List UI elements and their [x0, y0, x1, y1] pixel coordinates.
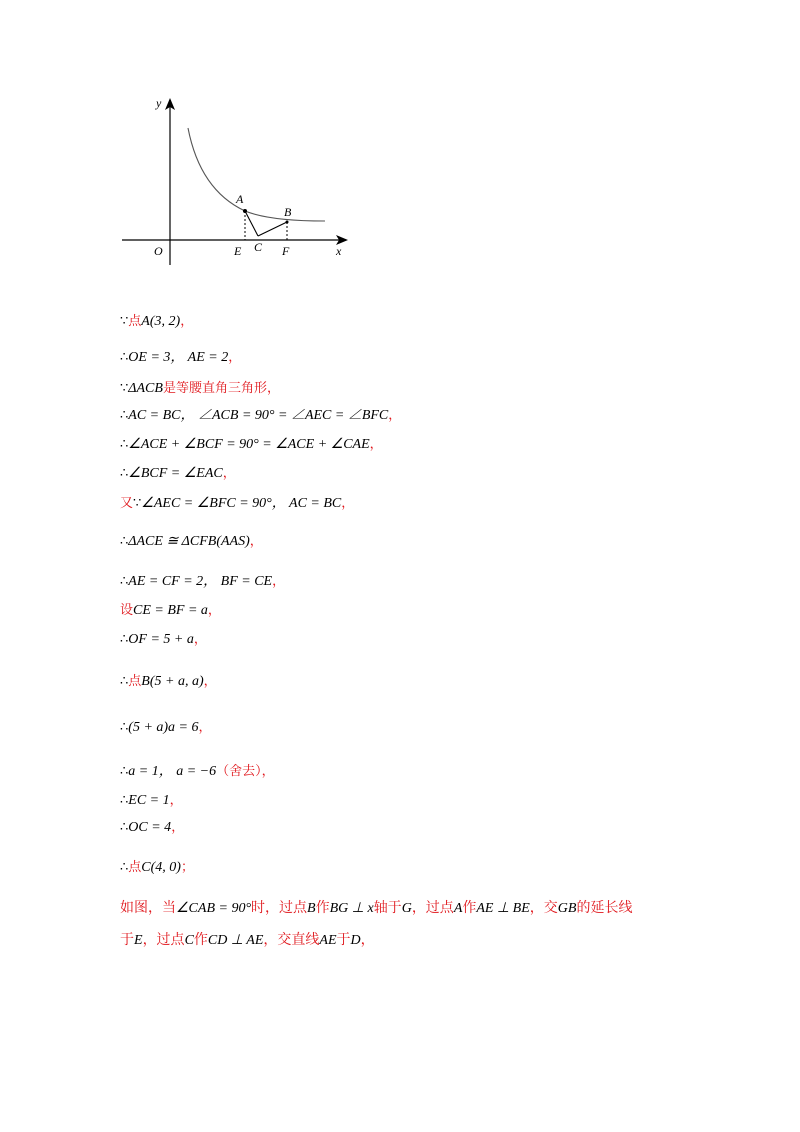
label-f: F: [282, 244, 290, 258]
line-pre: ∴: [120, 860, 129, 875]
label-b: B: [284, 205, 292, 219]
line-math: OF = 5 + a: [128, 632, 194, 647]
line-pre: ∴: [120, 408, 129, 423]
para-text: ，交: [529, 900, 558, 916]
line-pre: ∴: [120, 350, 129, 365]
paragraph-line-1: [120, 897, 632, 917]
label-a: A: [236, 192, 244, 206]
solution-line-16: [120, 816, 184, 836]
line-pre: ∴: [120, 820, 129, 835]
line-post: ，: [193, 632, 207, 647]
point-b: [286, 221, 289, 224]
para-math: G: [401, 901, 412, 916]
line-math: a = 1， a = −6: [128, 764, 217, 779]
line-post: ；: [180, 860, 194, 875]
line-post: ，: [369, 437, 383, 452]
line-post: ，: [203, 674, 217, 689]
segment-cb: [258, 222, 287, 236]
para-math: D: [350, 933, 361, 948]
line-pre: ∴: [120, 793, 129, 808]
line-post: ，: [249, 534, 263, 549]
para-math: BG ⊥ x: [329, 901, 374, 916]
para-math: C: [184, 933, 194, 948]
para-math: ∠CAB = 90°: [176, 901, 252, 916]
line-math: B(5 + a, a): [141, 674, 204, 689]
line-math: A(3, 2): [141, 314, 181, 329]
line-math: CE = BF = a: [133, 603, 208, 618]
line-post: ，: [341, 496, 355, 511]
line-math: C(4, 0): [141, 860, 181, 875]
para-math: CD ⊥ AE: [207, 933, 264, 948]
para-math: A: [453, 901, 463, 916]
para-text: 如图，当: [120, 900, 176, 916]
para-text: 时，过点: [251, 900, 308, 916]
solution-line-14: [120, 760, 275, 780]
para-math: AE: [319, 933, 337, 948]
solution-line-8: [120, 530, 263, 550]
label-o: O: [154, 244, 163, 258]
para-text: 作: [315, 900, 330, 916]
para-text: ，交直线: [263, 932, 320, 948]
solution-line-7: [120, 492, 354, 512]
line-math: (5 + a)a = 6: [128, 720, 199, 735]
para-math: B: [307, 901, 316, 916]
line-post: ，: [272, 574, 286, 589]
line-math: AC = BC， ∠ACB = 90° = ∠AEC = ∠BFC: [128, 408, 389, 423]
para-text: 轴于: [373, 900, 402, 916]
para-math: GB: [557, 901, 577, 916]
line-pre: ∴: [120, 764, 129, 779]
solution-line-9: [120, 570, 285, 590]
line-post: ，: [388, 408, 402, 423]
para-text: ，过点: [142, 932, 185, 948]
point-a: [243, 209, 247, 213]
line-post: ，: [222, 466, 236, 481]
para-text: 作: [462, 900, 477, 916]
solution-line-10: [120, 599, 221, 619]
line-pre: ∴: [120, 437, 129, 452]
label-x: x: [336, 244, 342, 258]
line-math: OE = 3， AE = 2: [128, 350, 229, 365]
line-red-text: 是等腰直角三角形，: [162, 381, 280, 396]
solution-line-15: [120, 789, 183, 809]
para-math: E: [134, 933, 143, 948]
line-red-text: 点: [128, 314, 142, 329]
line-red-text: 点: [128, 674, 142, 689]
line-pre: ∴: [120, 466, 129, 481]
para-text: 作: [193, 932, 208, 948]
para-text: 于: [336, 932, 351, 948]
line-math: ΔACE ≅ ΔCFB(AAS): [128, 534, 250, 549]
line-pre: ∴: [120, 632, 129, 647]
para-text: ，过点: [411, 900, 454, 916]
label-y: y: [156, 96, 162, 110]
solution-line-3: [120, 377, 280, 397]
line-post: ，: [261, 764, 275, 779]
line-pre: ∴: [120, 534, 129, 549]
line-pre: ∵: [120, 314, 129, 329]
line-math: ∠ACE + ∠BCF = 90° = ∠ACE + ∠CAE: [128, 437, 370, 452]
para-math: AE ⊥ BE: [476, 901, 530, 916]
line-post: ，: [198, 720, 212, 735]
line-post: ，: [180, 314, 194, 329]
line-math: AE = CF = 2， BF = CE: [128, 574, 273, 589]
para-text: 的延长线: [576, 900, 633, 916]
solution-line-12: [120, 670, 217, 690]
solution-line-17: [120, 856, 194, 876]
line-pre: ∵: [120, 381, 129, 396]
line-red-text: 点: [128, 860, 142, 875]
line-math: ∠BCF = ∠EAC: [128, 466, 223, 481]
line-math: EC = 1: [128, 793, 170, 808]
line-pre: ∴: [120, 574, 129, 589]
solution-line-1: [120, 310, 193, 330]
solution-line-2: [120, 346, 241, 366]
line-pre: ∴: [120, 674, 129, 689]
line-math: ΔACB: [128, 381, 163, 396]
solution-line-13: [120, 716, 212, 736]
line-red-pre: 又: [120, 496, 134, 511]
label-c: C: [254, 240, 263, 254]
line-math: ∠AEC = ∠BFC = 90°， AC = BC: [141, 496, 342, 511]
line-red-text: （舍去）: [216, 764, 262, 779]
line-post: ，: [207, 603, 221, 618]
solution-line-11: [120, 628, 207, 648]
para-text: ，: [360, 932, 375, 948]
line-post: ，: [171, 820, 185, 835]
solution-line-5: [120, 433, 383, 453]
line-post: ，: [169, 793, 183, 808]
line-math: OC = 4: [128, 820, 172, 835]
line-red-pre: 设: [120, 603, 134, 618]
solution-line-4: [120, 404, 401, 424]
function-graph-figure: [110, 90, 360, 270]
line-pre: ∴: [120, 720, 129, 735]
line-post: ，: [228, 350, 242, 365]
graph-svg: [110, 90, 360, 270]
curve: [188, 128, 325, 221]
para-text: 于: [120, 932, 134, 948]
solution-line-6: [120, 462, 236, 482]
label-e: E: [234, 244, 242, 258]
paragraph-line-2: [120, 929, 375, 949]
line-pre: ∵: [133, 496, 142, 511]
